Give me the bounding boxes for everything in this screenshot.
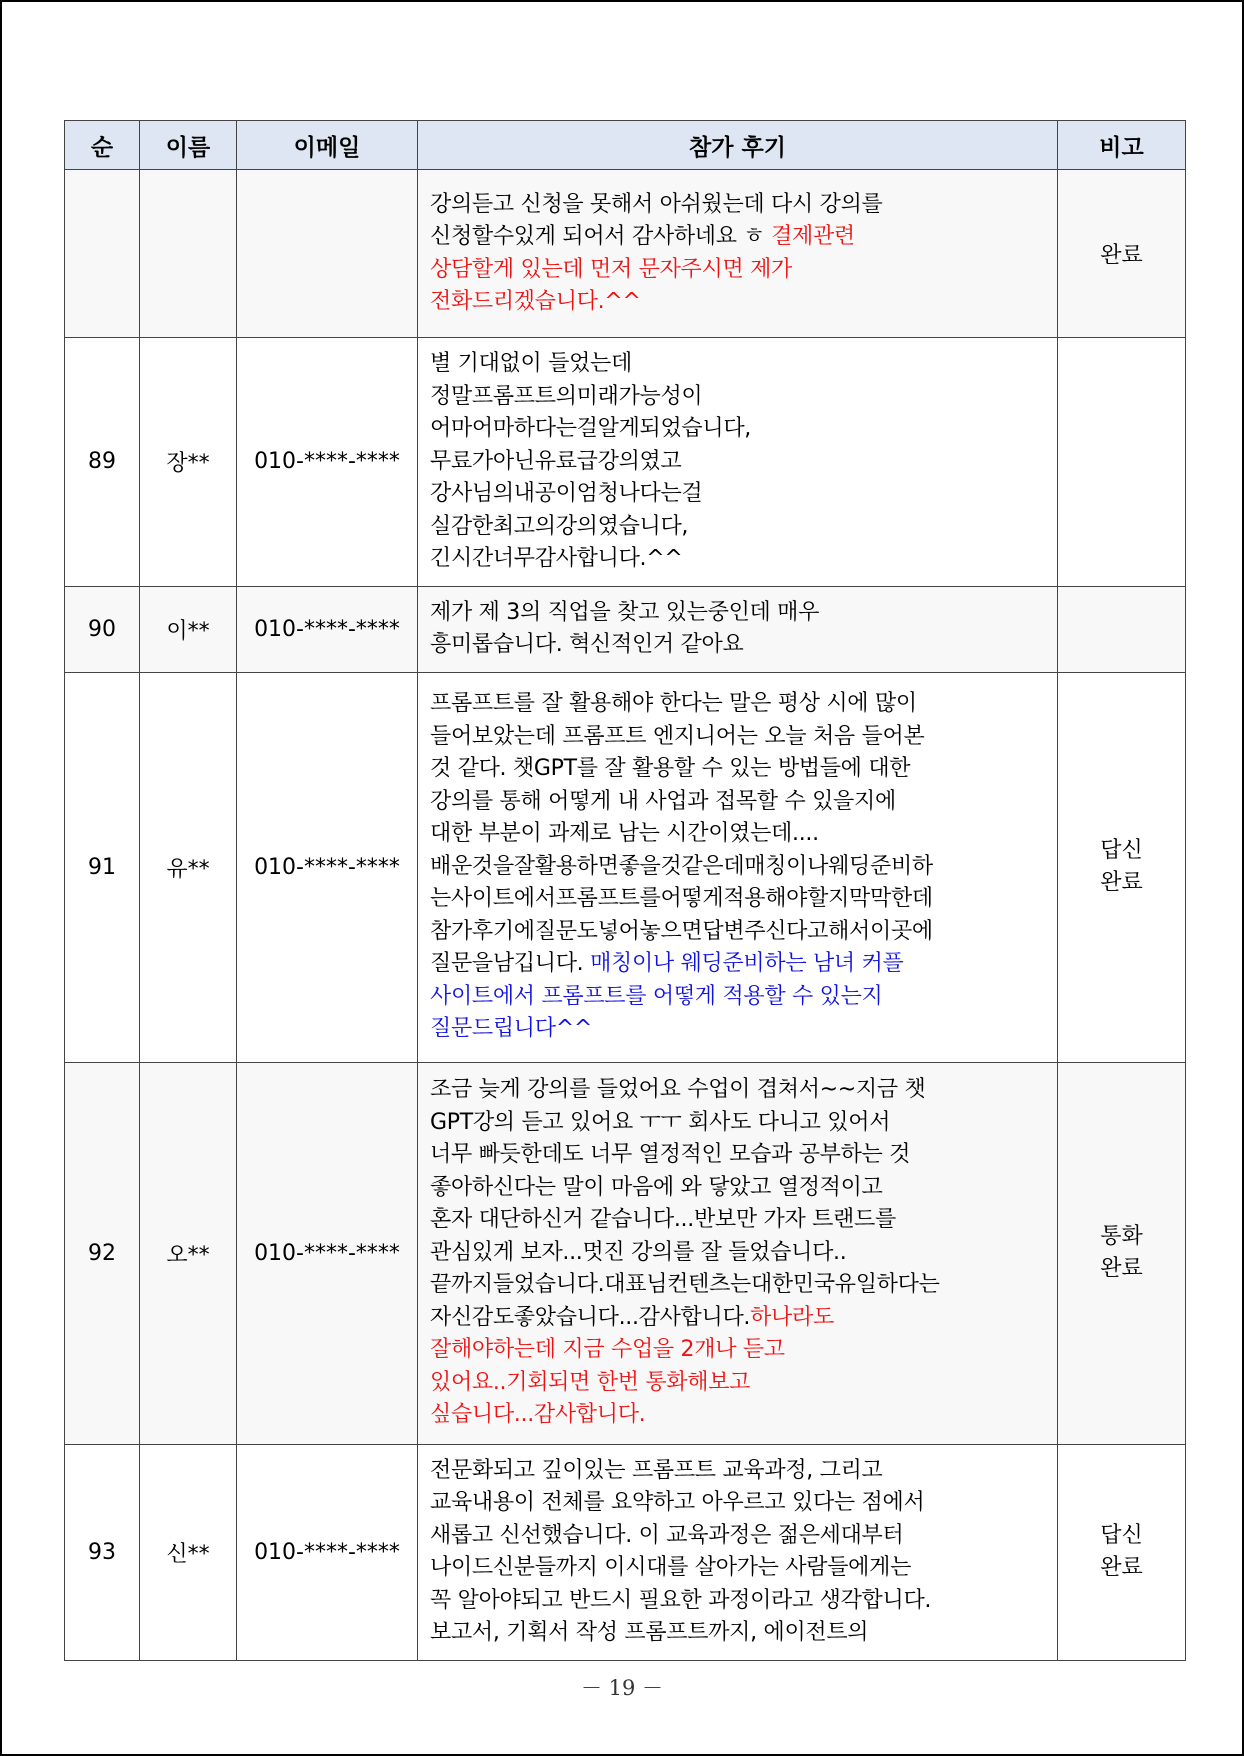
table-row bbox=[65, 1062, 1186, 1444]
header-no: 순 bbox=[65, 121, 140, 170]
cell-email: 010-****-**** bbox=[237, 338, 418, 587]
review-line: 긴시간너무감사합니다.^^ bbox=[430, 546, 683, 571]
review-line: 혼자 대단하신거 같습니다...반보만 가자 트랜드를 bbox=[430, 1207, 896, 1233]
review-line: 나이드신분들까지 이시대를 살아가는 사람들에게는 bbox=[430, 1555, 912, 1580]
review-line: 대한 부분이 과제로 남는 시간이였는데.... bbox=[430, 821, 819, 847]
cell-review bbox=[418, 1062, 1058, 1444]
cell-name: 유** bbox=[140, 672, 237, 1062]
cell-no: 89 bbox=[65, 338, 140, 587]
table-row bbox=[65, 1444, 1186, 1660]
cell-email: 010-****-**** bbox=[237, 1444, 418, 1660]
review-line: 참가후기에질문도넣어놓으면답변주신다고해서이곳에 bbox=[430, 918, 933, 944]
review-highlight-red: 있어요..기회되면 한번 통화해보고 bbox=[430, 1369, 751, 1395]
review-highlight-red: 전화드리겠습니다.^^ bbox=[430, 289, 641, 314]
cell-no bbox=[65, 170, 140, 338]
cell-review bbox=[418, 1444, 1058, 1660]
review-highlight-blue: 매칭이나 웨딩준비하는 남녀 커플 bbox=[590, 951, 904, 977]
note-line: 답신 bbox=[1100, 1522, 1143, 1548]
cell-name bbox=[140, 170, 237, 338]
review-line: 흥미롭습니다. 혁신적인거 같아요 bbox=[430, 632, 744, 657]
cell-email bbox=[237, 170, 418, 338]
table-header-row bbox=[65, 121, 1186, 170]
cell-no: 93 bbox=[65, 1444, 140, 1660]
review-line: 실감한최고의강의였습니다, bbox=[430, 513, 689, 539]
note-line: 통화 bbox=[1100, 1223, 1143, 1249]
cell-review bbox=[418, 338, 1058, 587]
note-line: 답신 bbox=[1100, 837, 1143, 863]
review-line: 것 같다. 챗GPT를 잘 활용할 수 있는 방법들에 대한 bbox=[430, 756, 911, 782]
review-line bbox=[430, 948, 1047, 981]
review-line: 전문화되고 깊이있는 프롬프트 교육과정, 그리고 bbox=[430, 1457, 883, 1483]
review-line: 꼭 알아야되고 반드시 필요한 과정이라고 생각합니다. bbox=[430, 1587, 932, 1613]
note-line: 완료 bbox=[1100, 1555, 1143, 1580]
cell-note bbox=[1058, 1444, 1186, 1660]
cell-note bbox=[1058, 672, 1186, 1062]
review-line: 끝까지들었습니다.대표님컨텐츠는대한민국유일하다는 bbox=[430, 1272, 940, 1298]
cell-name: 오** bbox=[140, 1062, 237, 1444]
cell-review bbox=[418, 586, 1058, 672]
review-line bbox=[430, 221, 1047, 254]
review-line: 는사이트에서프롬프트를어떻게적용해야할지막막한데 bbox=[430, 886, 933, 912]
review-line: 새롭고 신선했습니다. 이 교육과정은 젊은세대부터 bbox=[430, 1522, 904, 1548]
review-line: 강의듣고 신청을 못해서 아쉬웠는데 다시 강의를 bbox=[430, 191, 883, 217]
review-text: 자신감도좋았습니다...감사합니다. bbox=[430, 1304, 751, 1330]
review-highlight-red: 결제관련 bbox=[771, 224, 855, 249]
cell-email: 010-****-**** bbox=[237, 672, 418, 1062]
review-line: GPT강의 듣고 있어요 ㅜㅜ 회사도 다니고 있어서 bbox=[430, 1109, 891, 1135]
cell-no: 91 bbox=[65, 672, 140, 1062]
review-line: 정말프롬프트의미래가능성이 bbox=[430, 383, 703, 409]
cell-name: 장** bbox=[140, 338, 237, 587]
cell-review bbox=[418, 672, 1058, 1062]
table-row bbox=[65, 586, 1186, 672]
review-table bbox=[64, 120, 1186, 1661]
cell-name: 이** bbox=[140, 586, 237, 672]
review-line: 제가 제 3의 직업을 찾고 있는중인데 매우 bbox=[430, 599, 820, 625]
cell-name: 신** bbox=[140, 1444, 237, 1660]
header-email: 이메일 bbox=[237, 121, 418, 170]
review-line: 관심있게 보자...멋진 강의를 잘 들었습니다.. bbox=[430, 1239, 847, 1265]
review-highlight-red: 상담할게 있는데 먼저 문자주시면 제가 bbox=[430, 256, 793, 282]
cell-no: 90 bbox=[65, 586, 140, 672]
review-line: 강의를 통해 어떻게 내 사업과 접목할 수 있을지에 bbox=[430, 788, 896, 814]
header-name: 이름 bbox=[140, 121, 237, 170]
review-line: 조금 늦게 강의를 들었어요 수업이 겹쳐서~~지금 챗 bbox=[430, 1077, 926, 1103]
review-line: 별 기대없이 들었는데 bbox=[430, 351, 632, 376]
cell-no: 92 bbox=[65, 1062, 140, 1444]
cell-review bbox=[418, 170, 1058, 338]
note-line: 완료 bbox=[1100, 870, 1143, 895]
cell-note bbox=[1058, 1062, 1186, 1444]
review-highlight-red: 잘해야하는데 지금 수업을 2개나 듣고 bbox=[430, 1337, 785, 1363]
table-row bbox=[65, 672, 1186, 1062]
cell-note bbox=[1058, 586, 1186, 672]
review-highlight-red: 하나라도 bbox=[750, 1304, 834, 1330]
review-line: 배운것을잘활용하면좋을것같은데매칭이나웨딩준비하 bbox=[430, 853, 933, 879]
table-row bbox=[65, 338, 1186, 587]
page-number: － 19 － bbox=[580, 1676, 664, 1700]
review-highlight-blue: 사이트에서 프롬프트를 어떻게 적용할 수 있는지 bbox=[430, 983, 883, 1009]
review-line: 보고서, 기획서 작성 프롬프트까지, 에이전트의 bbox=[430, 1620, 869, 1645]
cell-note bbox=[1058, 338, 1186, 587]
review-line: 강사님의내공이엄청나다는걸 bbox=[430, 481, 703, 506]
review-line bbox=[430, 1302, 1047, 1335]
review-highlight-red: 싶습니다...감사합니다. bbox=[430, 1402, 646, 1428]
cell-note: 완료 bbox=[1058, 170, 1186, 338]
review-text: 신청할수있게 되어서 감사하네요 ㅎ bbox=[430, 224, 772, 249]
note-line: 완료 bbox=[1100, 1256, 1143, 1281]
review-text: 질문을남깁니다. bbox=[430, 951, 591, 977]
review-highlight-blue: 질문드립니다^^ bbox=[430, 1016, 592, 1042]
review-line: 무료가아닌유료급강의였고 bbox=[430, 448, 682, 474]
review-line: 어마어마하다는걸알게되었습니다, bbox=[430, 416, 751, 441]
review-line: 좋아하신다는 말이 마음에 와 닿았고 열정적이고 bbox=[430, 1174, 883, 1200]
review-line: 교육내용이 전체를 요약하고 아우르고 있다는 점에서 bbox=[430, 1490, 925, 1515]
review-line: 들어보았는데 프롬프트 엔지니어는 오늘 처음 들어본 bbox=[430, 723, 925, 749]
cell-email: 010-****-**** bbox=[237, 586, 418, 672]
review-line: 너무 빠듯한데도 너무 열정적인 모습과 공부하는 것 bbox=[430, 1142, 911, 1168]
cell-email: 010-****-**** bbox=[237, 1062, 418, 1444]
header-review: 참가 후기 bbox=[418, 121, 1058, 170]
header-note: 비고 bbox=[1058, 121, 1186, 170]
table-row bbox=[65, 170, 1186, 338]
review-line: 프롬프트를 잘 활용해야 한다는 말은 평상 시에 많이 bbox=[430, 691, 917, 717]
